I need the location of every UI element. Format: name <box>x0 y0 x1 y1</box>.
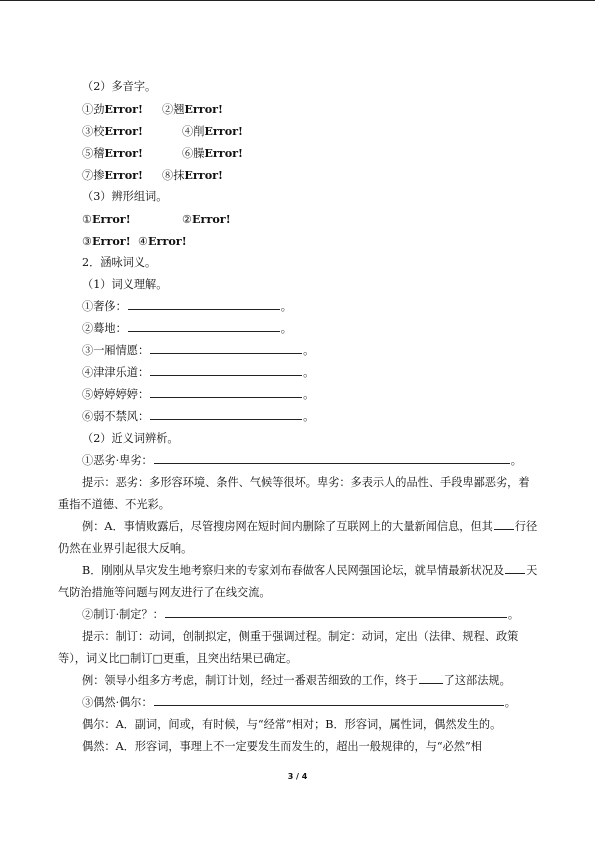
item-number: ④ <box>138 235 149 248</box>
error-text: Error! <box>104 102 143 116</box>
understanding-item: ②蓦地： 。 <box>58 318 540 340</box>
error-text: Error! <box>204 124 243 138</box>
polyphone-row <box>58 120 540 142</box>
item-number: ② <box>182 213 193 226</box>
example-paragraph <box>58 516 540 560</box>
example-text: 例：A．事情败露后，尽管搜房网在短时间内删除了互联网上的大量新闻信息，但其 <box>82 520 493 533</box>
error-text: Error! <box>104 146 143 160</box>
understanding-heading: （1）词义理解。 <box>82 278 168 291</box>
definition-paragraph: 偶然：A．形容词，事理上不一定要发生而发生的，超出一般规律的，与“必然”相 <box>82 740 482 753</box>
understanding-item: ④津津乐道： 。 <box>58 362 540 384</box>
example-text: 了这部法规。 <box>443 674 511 687</box>
fill-blank <box>494 517 514 530</box>
page-body <box>58 76 540 758</box>
glyph: ②翘 <box>162 103 185 116</box>
fill-blank <box>505 561 525 574</box>
glyph: ①劲 <box>82 103 105 116</box>
error-text: Error! <box>204 146 243 160</box>
understanding-item: ⑥弱不禁风： 。 <box>58 406 540 428</box>
glyph: ④削 <box>182 125 205 138</box>
header-rule <box>0 0 595 1</box>
fill-blank <box>419 671 443 684</box>
answer-blank <box>154 451 510 464</box>
glyph: ③校 <box>82 125 105 138</box>
error-text: Error! <box>184 102 223 116</box>
shape-row <box>58 230 540 252</box>
term-label: ④津津乐道： <box>82 366 150 379</box>
understanding-item: ①奢侈： 。 <box>58 296 540 318</box>
hint-paragraph: 提示：恶劣：多形容环境、条件、气候等很坏。卑劣：多表示人的品性、手段卑鄙恶劣，着重指不道德、不光彩。 <box>58 476 530 511</box>
term-label: ①奢侈： <box>82 300 127 313</box>
shape-row <box>58 208 540 230</box>
polyphone-row <box>58 98 540 120</box>
section-title: 2．涵咏词义。 <box>82 256 157 269</box>
polyphone-row <box>58 164 540 186</box>
answer-blank <box>128 319 280 332</box>
answer-blank <box>150 363 302 376</box>
example-paragraph <box>58 560 540 604</box>
error-text: Error! <box>104 124 143 138</box>
answer-blank <box>128 297 280 310</box>
polyphone-heading: （2）多音字。 <box>82 80 157 93</box>
example-text: 例：领导小组多方考虑，制订计划，经过一番艰苦细致的工作，终于 <box>82 674 418 687</box>
error-text: Error! <box>148 234 187 248</box>
synonym-question: ③偶然·偶尔： 。 <box>58 692 540 714</box>
error-text: Error! <box>92 212 131 226</box>
shape-heading: （3）辨形组词。 <box>82 190 168 203</box>
definition-paragraph: 偶尔：A．副词，间或，有时候，与“经常”相对；B．形容词，属性词，偶然发生的。 <box>82 718 502 731</box>
item-number: ③ <box>82 235 93 248</box>
example-text: 行径仍然在业界引起很大反响。 <box>58 520 538 555</box>
understanding-item: ⑤婷婷婷婷： 。 <box>58 384 540 406</box>
hint-paragraph: 提示：制订：动词，创制拟定，侧重于强调过程。制定：动词，定出（法律、规程、政策等），词义比□制订□更重，且突出结果已确定。 <box>58 630 519 665</box>
answer-blank <box>154 693 504 706</box>
error-text: Error! <box>184 168 223 182</box>
example-paragraph <box>58 670 540 692</box>
synonym-question: ①恶劣·卑劣： 。 <box>58 450 540 472</box>
glyph: ⑦掺 <box>82 169 105 182</box>
understanding-item: ③一厢情愿： 。 <box>58 340 540 362</box>
glyph: ⑤稽 <box>82 147 105 160</box>
error-text: Error! <box>192 212 231 226</box>
error-text: Error! <box>104 168 143 182</box>
polyphone-row <box>58 142 540 164</box>
term-label: ③一厢情愿： <box>82 344 150 357</box>
glyph: ⑧抹 <box>162 169 185 182</box>
page-number: 3 / 4 <box>287 772 308 781</box>
synonyms-heading: （2）近义词辨析。 <box>82 432 179 445</box>
example-text: B．刚刚从旱灾发生地考察归来的专家刘布春做客人民网强国论坛，就旱情最新状况及 <box>82 564 505 577</box>
item-number: ① <box>82 213 93 226</box>
term-label: ⑤婷婷婷婷： <box>82 388 150 401</box>
answer-blank <box>150 385 302 398</box>
question-label: ③偶然·偶尔： <box>82 696 153 709</box>
answer-blank <box>165 605 507 618</box>
synonym-question: ②制订·制定？： 。 <box>58 604 540 626</box>
answer-blank <box>150 341 302 354</box>
term-label: ②蓦地： <box>82 322 127 335</box>
error-text: Error! <box>92 234 131 248</box>
term-label: ⑥弱不禁风： <box>82 410 150 423</box>
example-text: 天气防治措施等问题与网友进行了在线交流。 <box>58 564 538 599</box>
answer-blank <box>150 407 302 420</box>
question-label: ②制订·制定？： <box>82 608 164 621</box>
question-label: ①恶劣·卑劣： <box>82 454 153 467</box>
glyph: ⑥臊 <box>182 147 205 160</box>
